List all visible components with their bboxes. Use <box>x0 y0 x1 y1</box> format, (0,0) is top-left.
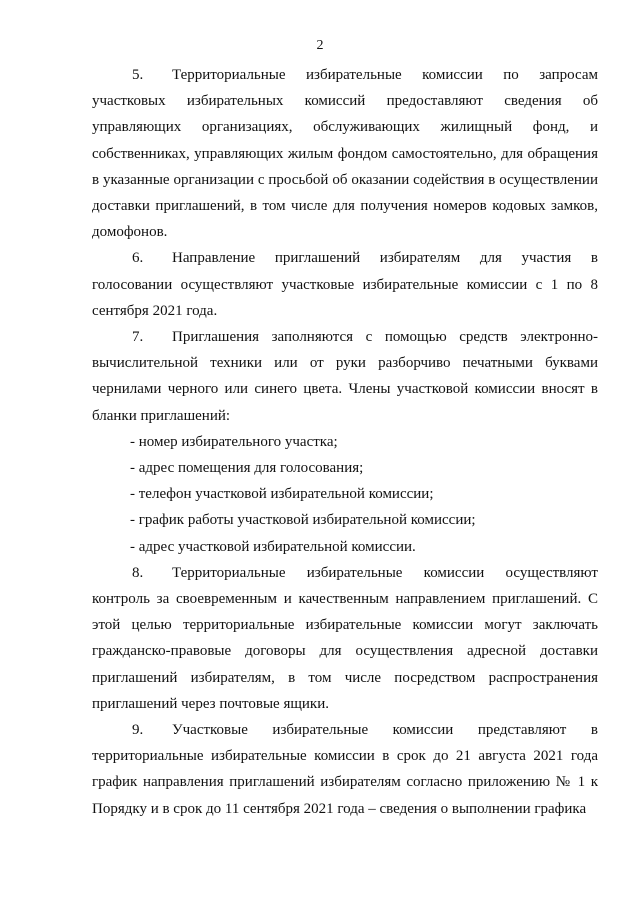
paragraph-text: Направление приглашений избирателям для участия в голосовании осуществляют участковые избирательные комиссии с 1 по 8 сентября 2021 года. <box>92 250 598 319</box>
paragraph-number: 6. <box>132 250 144 267</box>
document-body <box>92 62 598 822</box>
page-number: 2 <box>316 38 324 53</box>
paragraph-number: 5. <box>132 67 144 83</box>
paragraph-6 <box>92 245 598 324</box>
paragraph-9 <box>92 717 598 822</box>
paragraph-number: 8. <box>132 564 144 581</box>
paragraph-7 <box>92 324 598 429</box>
paragraph-text: Участковые избирательные комиссии представляют в территориальные избирательные комиссии в срок до 21 августа 2021 года график направления приглашений избирателям согласно приложению № 1 к Порядку и в срок до 11 сентября 2021 года – сведения о выполнении графика <box>92 722 598 817</box>
list-item: - номер избирательного участка; <box>130 433 338 450</box>
paragraph-number: 7. <box>132 329 144 346</box>
paragraph-text: Территориальные избирательные комиссии по запросам участковых избирательных комиссий предоставляют сведения об управляющих организациях, обслуживающих жилищный фонд, и собственниках, управляющих жилым фондом самостоятельно, для обращения в указанные организации с просьбой об оказании содействия в осуществлении доставки приглашений, в том числе для получения номеров кодовых замков, домофонов. <box>92 67 598 241</box>
paragraph-number: 9. <box>132 722 144 739</box>
list-item: - адрес участковой избирательной комиссии. <box>130 538 416 555</box>
list-item: - адрес помещения для голосования; <box>130 460 364 477</box>
paragraph-text: Территориальные избирательные комиссии осуществляют контроль за своевременным и качественным направлением приглашений. С этой целью территориальные избирательные комиссии могут заключать гражданско-правовые договоры для осуществления адресной доставки приглашений избирателям, в том числе посредством распространения приглашений через почтовые ящики. <box>92 564 598 712</box>
paragraph-text: Приглашения заполняются с помощью средств электронно-вычислительной техники или от руки разборчиво печатными буквами чернилами черного или синего цвета. Члены участковой комиссии вносят в бланки приглашений: <box>92 329 598 424</box>
paragraph-5 <box>92 62 598 245</box>
list-item: - телефон участковой избирательной комиссии; <box>130 486 434 503</box>
list-item: - график работы участковой избирательной комиссии; <box>130 512 476 529</box>
paragraph-8 <box>92 560 598 717</box>
